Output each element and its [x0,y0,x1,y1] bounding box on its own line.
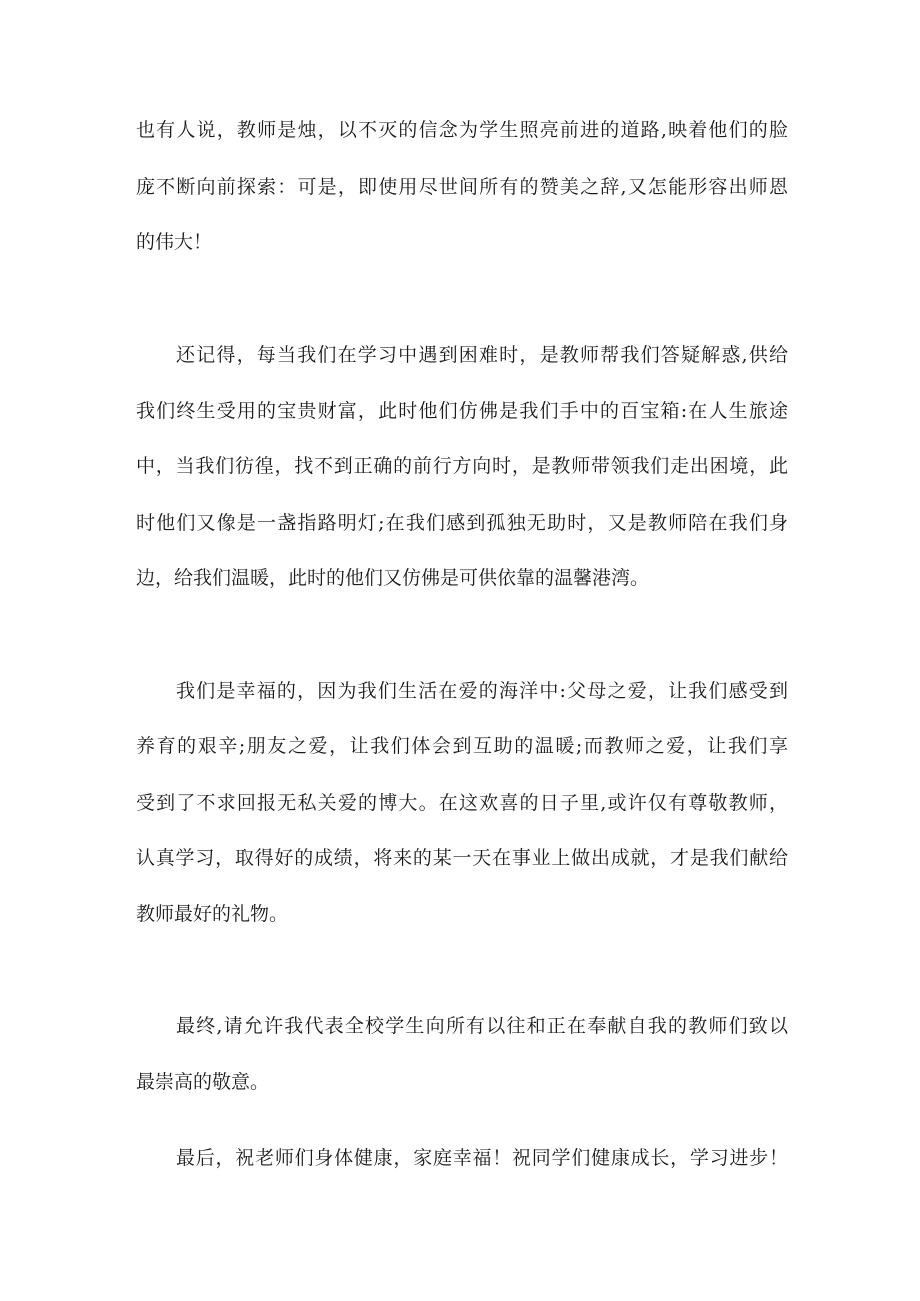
paragraph-1-line-2: 庞不断向前探索：可是，即使用尽世间所有的赞美之辞,又怎能形容出师恩 [136,176,788,198]
paragraph-4-line-2: 最崇高的敬意。 [136,1071,270,1093]
paragraph-2-line-1: 还记得，每当我们在学习中遇到困难时，是教师帮我们答疑解惑,供给 [176,344,788,366]
paragraph-3-line-5: 教师最好的礼物。 [136,903,289,925]
paragraph-3-line-3: 受到了不求回报无私关爱的博大。在这欢喜的日子里,或许仅有尊敬教师， [136,792,788,814]
paragraph-2-line-5: 边，给我们温暖，此时的他们又仿佛是可供依靠的温馨港湾。 [136,567,650,589]
paragraph-2-line-3: 中，当我们彷徨，找不到正确的前行方向时，是教师带领我们走出困境，此 [136,455,788,477]
paragraph-5-line-1: 最后，祝老师们身体健康，家庭幸福！祝同学们健康成长，学习进步！ [176,1147,788,1169]
paragraph-4-line-1: 最终,请允许我代表全校学生向所有以往和正在奉献自我的教师们致以 [176,1015,788,1037]
paragraph-3-line-4: 认真学习，取得好的成绩，将来的某一天在事业上做出成就，才是我们献给 [136,847,788,869]
paragraph-3-line-1: 我们是幸福的，因为我们生活在爱的海洋中:父母之爱，让我们感受到 [176,680,788,702]
paragraph-1-line-3: 的伟大！ [136,231,213,253]
paragraph-1-line-1: 也有人说，教师是烛，以不灭的信念为学生照亮前进的道路,映着他们的脸 [136,119,788,141]
paragraph-3-line-2: 养育的艰辛;朋友之爱，让我们体会到互助的温暖;而教师之爱，让我们享 [136,735,788,757]
paragraph-2-line-4: 时他们又像是一盏指路明灯;在我们感到孤独无助时，又是教师陪在我们身 [136,512,788,534]
paragraph-2-line-2: 我们终生受用的宝贵财富，此时他们仿佛是我们手中的百宝箱:在人生旅途 [136,400,788,422]
